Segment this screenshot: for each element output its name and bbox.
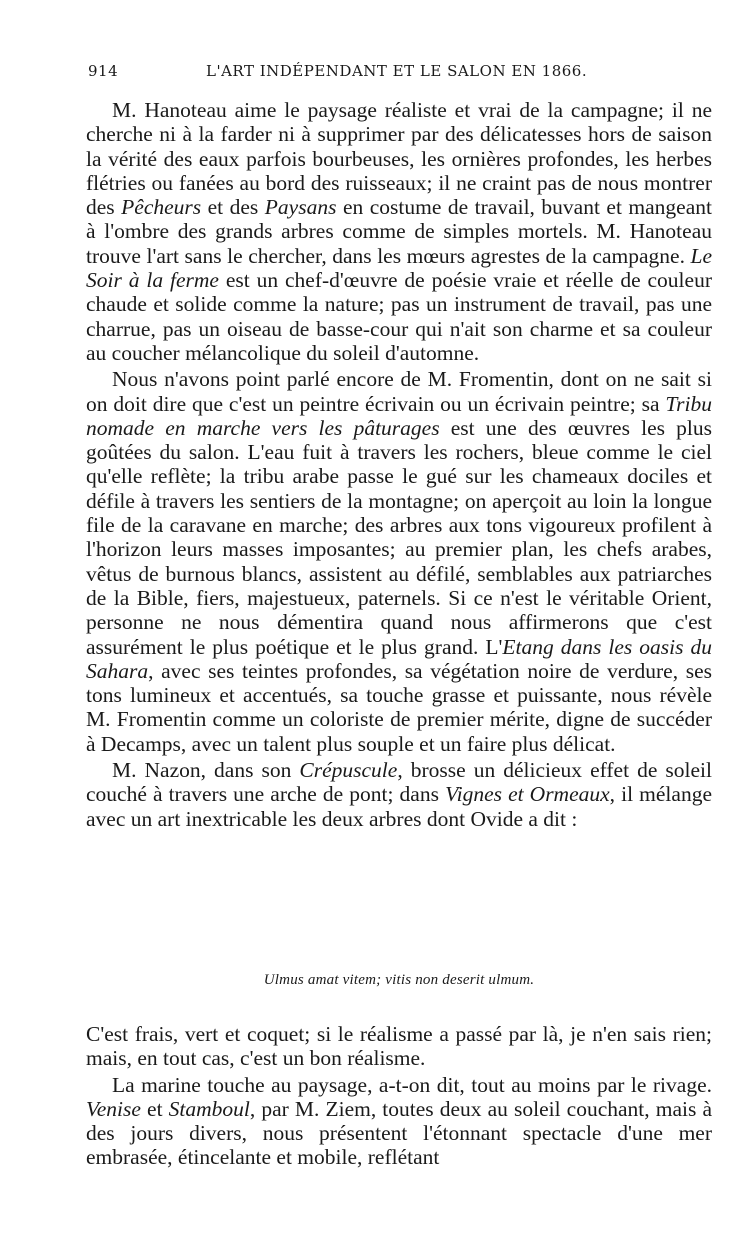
text-segment: et des [201, 195, 265, 220]
body-text-lower [86, 1022, 712, 1170]
text-segment: , il mélange avec un art inextricable les deux arbres dont Ovide a dit : [86, 782, 712, 831]
paragraph-nazon [86, 758, 712, 831]
italic-title: Venise [86, 1096, 141, 1121]
italic-title: Stamboul [168, 1096, 250, 1121]
text-segment: M. Nazon, dans son [112, 758, 300, 783]
latin-quotation: Ulmus amat vitem; vitis non deserit ulmum. [263, 972, 535, 988]
text-segment: La marine touche au paysage, a-t-on dit, tout au moins par le rivage. [112, 1072, 712, 1097]
page-header [88, 62, 682, 88]
text-segment: C'est frais, vert et coquet; si le réalisme a passé par là, je n'en sais rien; mais, en tout cas, c'est un bon réalisme. [86, 1022, 712, 1071]
text-segment: est un chef-d'œuvre de poésie vraie et réelle de couleur chaude et solide comme la nature; pas un instrument de travail, pas une charrue, pas un oiseau de basse-cour qui n'ait son charme et sa couleur au coucher mélancolique du soleil d'automne. [86, 268, 712, 365]
body-text-upper [86, 98, 712, 831]
italic-title: Tribu nomade en marche vers les pâturages [86, 391, 712, 440]
page-number: 914 [88, 62, 119, 80]
italic-title: Paysans [264, 195, 337, 220]
text-segment: et [140, 1096, 169, 1121]
paragraph-fromentin [86, 367, 712, 756]
italic-title: Crépuscule [299, 758, 398, 783]
italic-title: Le Soir à la ferme [86, 243, 712, 293]
text-segment: en costume de travail, buvant et mangeant à l'ombre des grands arbres comme de simples mortels. M. Hanoteau trouve l'art sans le chercher, dans les mœurs agrestes de la campagne. [86, 195, 712, 268]
text-segment: est une des œuvres les plus goûtées du salon. L'eau fuit à travers les rochers, bleue comme le ciel qu'elle reflète; la tribu arabe passe le gué sur les chameaux dociles et défile à travers les sentiers de la montagne; on aperçoit au loin la longue file de la caravane en marche; des arbres aux tons vigoureux profilent à l'horizon leurs masses imposantes; au premier plan, les chefs arabes, vêtus de burnous blancs, assistent au défilé, semblables aux patriarches de la Bible, fiers, majestueux, paternels. Si ce n'est le véritable Orient, personne ne nous démentira quand nous affirmerons que c'est assurément le plus poétique et le plus grand. L' [86, 415, 713, 659]
italic-title: Vignes et Ormeaux [445, 782, 610, 807]
text-segment: M. Hanoteau aime le paysage réaliste et vrai de la campagne; il ne cherche ni à la farder ni à supprimer par des délicatesses hors de saison la vérité des eaux parfois bourbeuses, les ornières profondes, les herbes flétries ou fanées au bord des ruisseaux; il ne craint pas de nous montrer des [86, 98, 712, 220]
text-segment: , avec ses teintes profondes, sa végétation noire de verdure, ses tons lumineux et accentués, sa touche grasse et puissante, nous révèle M. Fromentin comme un coloriste de premier mérite, digne de succéder à Decamps, avec un talent plus souple et un faire plus délicat. [86, 658, 712, 756]
paragraph-hanoteau [86, 98, 712, 365]
running-title: L'ART INDÉPENDANT ET LE SALON EN 1866. [206, 62, 588, 80]
text-segment: , brosse un délicieux effet de soleil couché à travers une arche de pont; dans [86, 758, 712, 807]
italic-title: Etang dans les oasis du Sahara [86, 634, 712, 683]
paragraph-marine [86, 1073, 712, 1170]
italic-title: Pêcheurs [121, 195, 202, 220]
text-segment: , par M. Ziem, toutes deux au soleil couchant, mais à des jours divers, nous présentent l'étonnant spectacle d'une mer embrasée, étincelante et mobile, reflétant [86, 1096, 712, 1170]
text-segment: Nous n'avons point parlé encore de M. Fromentin, dont on ne sait si on doit dire que c'est un peintre écrivain ou un écrivain peintre; sa [86, 367, 712, 416]
paragraph-realisme [86, 1022, 712, 1071]
